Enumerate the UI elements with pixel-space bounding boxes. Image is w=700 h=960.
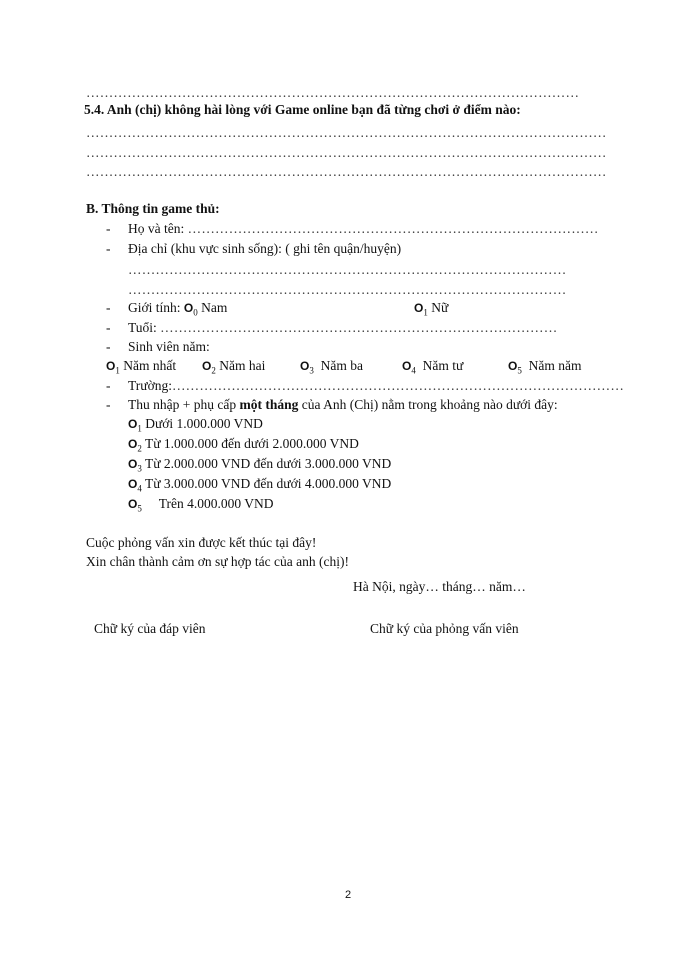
radio-circle-icon: O <box>128 437 138 451</box>
income-option-5[interactable]: $O_5$ Trên 4.000.000 VND <box>128 496 274 514</box>
address-label: Địa chỉ (khu vực sinh sống): ( ghi tên quận/huyện) <box>128 241 402 256</box>
age-label: Tuổi: <box>128 320 157 335</box>
radio-circle-icon: O <box>402 359 412 373</box>
address-field[interactable]: …………………………………………………………………………………… <box>128 282 567 297</box>
address-field[interactable]: …………………………………………………………………………………… <box>128 262 567 277</box>
radio-circle-icon: O <box>202 359 212 373</box>
question-5-4-title: 5.4. Anh (chị) không hài lòng với Game online bạn đã từng chơi ở điểm nào: <box>84 102 521 117</box>
income-option-4[interactable]: $O_4$ Từ 3.000.000 VND đến dưới 4.000.000 VND <box>128 476 392 494</box>
bullet-dash: - <box>106 300 111 315</box>
year-option-5[interactable]: $O_5$ Năm năm <box>508 358 582 376</box>
name-field[interactable]: ……………………………………………………………………………… <box>187 221 599 236</box>
income-option-2[interactable]: $O_2$ Từ 1.000.000 đến dưới 2.000.000 VND <box>128 436 359 454</box>
bullet-dash: - <box>106 320 111 335</box>
signature-interviewer-label: Chữ ký của phỏng vấn viên <box>370 621 519 636</box>
bullet-dash: - <box>106 241 111 256</box>
address-row <box>106 241 401 257</box>
gender-row <box>106 300 227 318</box>
gender-option-male[interactable]: $O_0$ Nam <box>183 300 228 318</box>
date-line: Hà Nội, ngày… tháng… năm… <box>353 579 526 594</box>
year-option-4[interactable]: $O_4$ Năm tư <box>402 358 464 376</box>
income-label-bold: một tháng <box>239 397 299 412</box>
answer-line: ……………………………………………………………………………………………… <box>86 85 580 100</box>
year-row <box>106 339 210 355</box>
radio-circle-icon: O <box>106 359 116 373</box>
year-option-1[interactable]: $O_1$ Năm nhất <box>106 358 177 376</box>
age-field[interactable]: …………………………………………………………………………… <box>160 320 558 335</box>
income-label-prefix: Thu nhập + phụ cấp <box>128 397 237 412</box>
year-label: Sinh viên năm: <box>128 339 210 354</box>
signature-respondent-label: Chữ ký của đáp viên <box>94 621 206 636</box>
radio-circle-icon: O <box>183 301 194 315</box>
name-label: Họ và tên: <box>128 221 185 236</box>
closing-line-2: Xin chân thành cảm ơn sự hợp tác của anh (chị)! <box>86 554 349 569</box>
bullet-dash: - <box>106 339 111 354</box>
radio-circle-icon: O <box>128 497 138 511</box>
year-option-2[interactable]: $O_2$ Năm hai <box>202 358 266 376</box>
answer-line: …………………………………………………………………………………………………… <box>86 145 607 160</box>
closing-line-1: Cuộc phỏng vấn xin được kết thúc tại đây! <box>86 535 317 550</box>
page-number: 2 <box>345 889 352 901</box>
income-row <box>106 397 558 413</box>
radio-circle-icon: O <box>508 359 518 373</box>
income-option-1[interactable]: $O_1$ Dưới 1.000.000 VND <box>128 416 263 434</box>
school-label: Trường: <box>128 378 172 393</box>
income-option-3[interactable]: $O_3$ Từ 2.000.000 VND đến dưới 3.000.000 VND <box>128 456 392 474</box>
section-b-title: B. Thông tin game thủ: <box>86 201 220 216</box>
radio-circle-icon: O <box>414 301 424 315</box>
school-field[interactable]: ……………………………………………………………………………………… <box>171 378 625 393</box>
answer-line: …………………………………………………………………………………………………… <box>86 164 607 179</box>
bullet-dash: - <box>106 378 111 393</box>
answer-line: …………………………………………………………………………………………………… <box>86 125 607 140</box>
gender-label: Giới tính: <box>128 300 181 315</box>
bullet-dash: - <box>106 221 111 236</box>
name-row <box>106 221 599 237</box>
gender-option-female[interactable]: $O_1$ Nữ <box>414 300 449 318</box>
year-option-3[interactable]: $O_3$ Năm ba <box>300 358 363 376</box>
radio-circle-icon: O <box>300 359 310 373</box>
radio-circle-icon: O <box>128 477 138 491</box>
radio-circle-icon: O <box>128 457 138 471</box>
income-label-suffix: của Anh (Chị) nằm trong khoảng nào dưới đây: <box>301 397 558 412</box>
radio-circle-icon: O <box>128 417 138 431</box>
school-row <box>106 378 624 394</box>
bullet-dash: - <box>106 397 111 412</box>
age-row <box>106 320 557 336</box>
